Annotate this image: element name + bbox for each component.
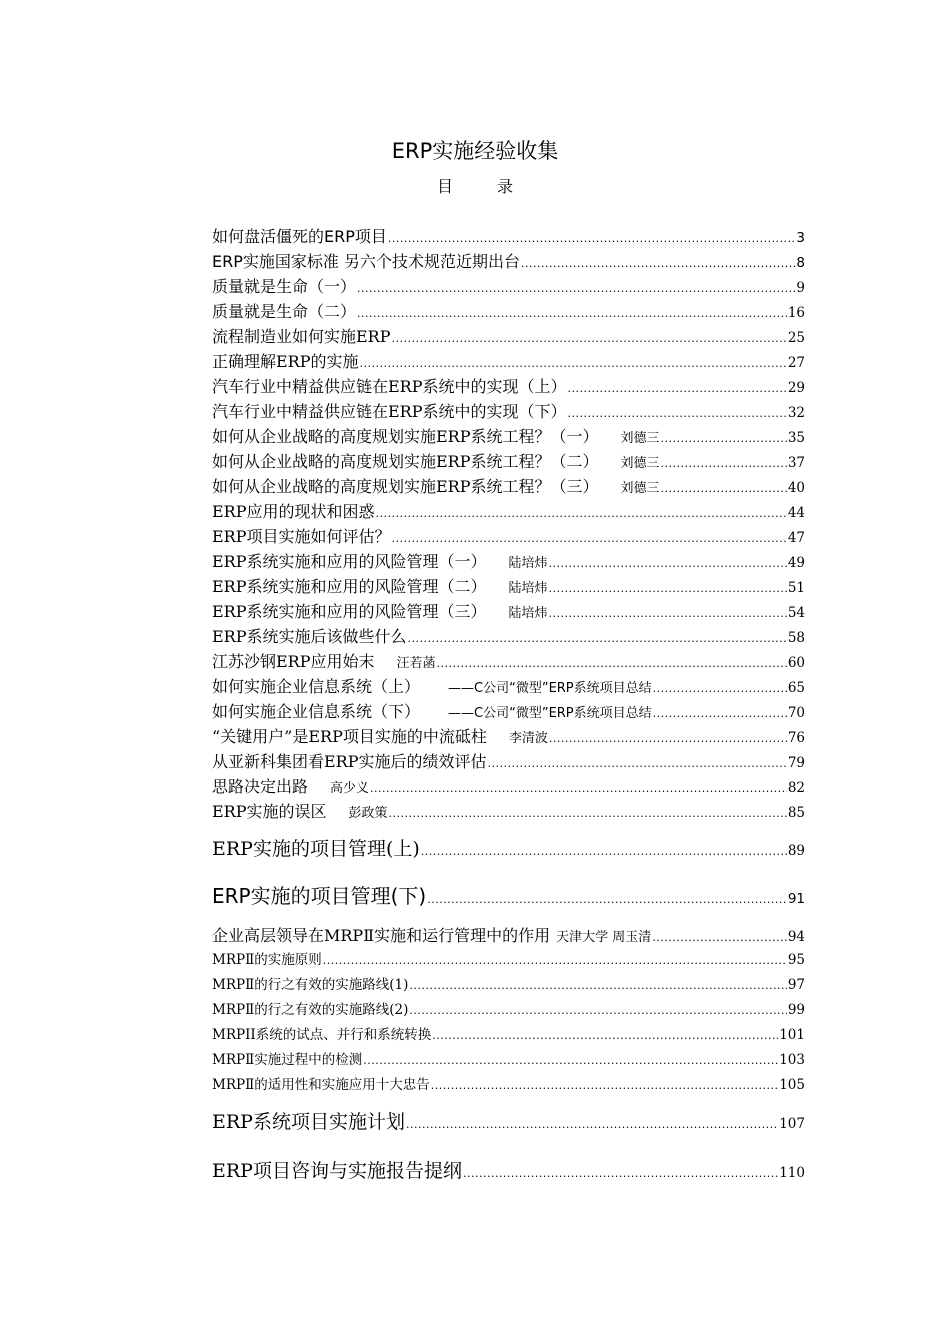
toc-entry[interactable] — [212, 526, 805, 550]
toc-entry-leader — [389, 803, 787, 825]
toc-entry-leader — [652, 927, 787, 949]
toc-entry[interactable] — [212, 426, 805, 450]
toc-entry-leader — [661, 453, 787, 475]
toc-entry-title: MRPⅡ的适用性和实施应用十大忠告 — [212, 1077, 430, 1093]
toc-entry-leader — [549, 578, 787, 600]
toc-entry-page: 9 — [796, 280, 805, 296]
toc-entry-leader — [370, 778, 787, 800]
toc-entry-title: 思路决定出路 — [212, 777, 309, 796]
toc-entry-author: 陆培炜 — [508, 581, 548, 596]
toc-entry[interactable] — [212, 401, 805, 425]
toc-entry-author: 陆培炜 — [508, 606, 548, 621]
toc-entry-author: 天津大学 周玉清 — [556, 930, 652, 945]
toc-entry-leader — [376, 503, 787, 525]
toc-entry-title: 如何从企业战略的高度规划实施ERP系统工程？（一） — [212, 427, 599, 446]
toc-entry-title: ERP实施的误区 — [212, 802, 327, 821]
toc-entry-leader — [323, 951, 787, 971]
toc-entry-author: 彭政策 — [348, 806, 388, 821]
toc-entry-leader — [653, 703, 787, 725]
toc-entry-page: 3 — [796, 230, 805, 246]
toc-entry-author: 李清波 — [508, 731, 548, 746]
toc-entry-title: ERP项目咨询与实施报告提纲 — [212, 1160, 462, 1182]
toc-entry[interactable] — [212, 626, 805, 650]
toc-entry[interactable] — [212, 1000, 805, 1021]
toc-entry-leader — [360, 353, 787, 375]
toc-entry[interactable] — [212, 801, 805, 825]
toc-entry-page: 95 — [787, 952, 805, 968]
toc-entry-page: 44 — [787, 505, 805, 521]
toc-entry-title: 如何实施企业信息系统（下） — [212, 702, 421, 721]
toc-entry-leader — [661, 478, 787, 500]
toc-entry[interactable] — [212, 925, 805, 949]
toc-entry-page: 47 — [787, 530, 805, 546]
toc-entry-title: 汽车行业中精益供应链在ERP系统中的实现（下） — [212, 402, 567, 421]
toc-entry-leader — [463, 1161, 778, 1187]
toc-entry-author: 刘德三 — [620, 431, 660, 446]
toc-entry-author: ——C公司“微型”ERP系统项目总结 — [448, 706, 652, 721]
toc-entry[interactable] — [212, 776, 805, 800]
toc-entry-title: 如何从企业战略的高度规划实施ERP系统工程？（二） — [212, 452, 599, 471]
toc-entry-author: 汪若菡 — [396, 656, 436, 671]
toc-entry[interactable] — [212, 326, 805, 350]
toc-entry-title: MRPII系统的试点、并行和系统转换 — [212, 1027, 432, 1043]
toc-entry[interactable] — [212, 351, 805, 375]
toc-entry-author: 高少义 — [330, 781, 370, 796]
toc-entry-title: ERP实施的项目管理(上) — [212, 838, 420, 860]
toc-entry-title: ERP项目实施如何评估？ — [212, 527, 391, 546]
toc-entry-page: 49 — [787, 555, 805, 571]
toc-entry-page: 8 — [796, 255, 805, 271]
toc-entry-page: 79 — [787, 755, 805, 771]
toc-entry[interactable] — [212, 1050, 805, 1071]
toc-entry-title: 企业高层领导在MRPⅡ实施和运行管理中的作用 — [212, 926, 551, 945]
toc-entry-leader — [406, 1112, 778, 1138]
toc-entry-leader — [432, 1026, 778, 1046]
toc-entry[interactable] — [212, 276, 805, 300]
toc-entry-title: MRPⅡ实施过程中的检测 — [212, 1052, 363, 1068]
toc-entry-title: 流程制造业如何实施ERP — [212, 327, 391, 346]
toc-entry[interactable] — [212, 451, 805, 475]
toc-entry-title: 从亚新科集团看ERP实施后的绩效评估 — [212, 752, 487, 771]
toc-entry[interactable] — [212, 476, 805, 500]
toc-entry-leader — [409, 976, 786, 996]
toc-entry-title: ERP系统项目实施计划 — [212, 1111, 405, 1133]
toc-entry[interactable] — [212, 1158, 805, 1187]
toc-entry[interactable] — [212, 251, 805, 275]
toc-entry-author: 陆培炜 — [508, 556, 548, 571]
toc-entry-page: 35 — [787, 430, 805, 446]
toc-entry-page: 37 — [787, 455, 805, 471]
toc-entry-title: ERP实施国家标准 另六个技术规范近期出台 — [212, 252, 520, 271]
toc-entry-leader — [568, 378, 787, 400]
toc-entry-title: 江苏沙钢ERP应用始末 — [212, 652, 375, 671]
toc-entry[interactable] — [212, 301, 805, 325]
toc-entry-title: 如何盘活僵死的ERP项目 — [212, 227, 387, 246]
toc-entry[interactable] — [212, 975, 805, 996]
toc-entry-title: ERP系统实施和应用的风险管理（一） — [212, 552, 487, 571]
toc-entry-leader — [431, 1076, 778, 1096]
toc-entry-leader — [421, 839, 787, 865]
toc-entry[interactable] — [212, 1075, 805, 1096]
toc-entry-page: 60 — [787, 655, 805, 671]
toc-entry-title: “关键用户”是ERP项目实施的中流砥柱 — [212, 727, 487, 746]
toc-entry-author: ——C公司“微型”ERP系统项目总结 — [448, 681, 652, 696]
toc-entry[interactable] — [212, 1025, 805, 1046]
toc-entry-leader — [357, 303, 787, 325]
toc-entry[interactable] — [212, 701, 805, 725]
toc-entry-page: 101 — [779, 1027, 805, 1043]
toc-entry[interactable] — [212, 376, 805, 400]
toc-entry-title: MRPⅡ的行之有效的实施路线(2) — [212, 1002, 409, 1018]
toc-entry-page: 65 — [787, 680, 805, 696]
toc-entry-page: 40 — [787, 480, 805, 496]
toc-entry-leader — [521, 253, 795, 275]
toc-entry-leader — [549, 728, 787, 750]
toc-entry-title: ERP系统实施和应用的风险管理（三） — [212, 602, 487, 621]
toc-entry-title: ERP系统实施后该做些什么 — [212, 627, 407, 646]
toc-entry-page: 58 — [787, 630, 805, 646]
toc-heading: 目录 — [436, 177, 557, 196]
toc-entry-title: MRPⅡ的行之有效的实施路线(1) — [212, 977, 409, 993]
toc-entry[interactable] — [212, 950, 805, 971]
toc-entry-page: 103 — [779, 1052, 805, 1068]
toc-entry-page: 16 — [787, 305, 805, 321]
toc-entry-title: 质量就是生命（二） — [212, 302, 357, 321]
toc-entry-leader — [392, 328, 787, 350]
toc-entry-page: 27 — [787, 355, 805, 371]
toc-entry[interactable] — [212, 601, 805, 625]
toc-entry[interactable] — [212, 836, 805, 865]
toc-entry[interactable] — [212, 226, 805, 250]
toc-entry-title: 如何实施企业信息系统（上） — [212, 677, 421, 696]
toc-entry-title: ERP系统实施和应用的风险管理（二） — [212, 577, 487, 596]
toc-entry-page: 70 — [787, 705, 805, 721]
toc-entry-page: 51 — [787, 580, 805, 596]
toc-entry-page: 32 — [787, 405, 805, 421]
toc-entry[interactable] — [212, 882, 805, 914]
toc-entry-leader — [427, 886, 787, 914]
toc-entry-author: 刘德三 — [620, 456, 660, 471]
toc-entry-leader — [488, 753, 787, 775]
toc-entry-page: 25 — [787, 330, 805, 346]
toc-entry-title: 质量就是生命（一） — [212, 277, 357, 296]
toc-entry-title: 汽车行业中精益供应链在ERP系统中的实现（上） — [212, 377, 567, 396]
toc-entry[interactable] — [212, 751, 805, 775]
toc-entry-leader — [392, 528, 787, 550]
toc-entry[interactable] — [212, 676, 805, 700]
toc-entry-page: 107 — [779, 1116, 805, 1132]
toc-entry-leader — [549, 553, 787, 575]
toc-entry-leader — [549, 603, 787, 625]
toc-entry-title: 正确理解ERP的实施 — [212, 352, 359, 371]
toc-entry-leader — [568, 403, 787, 425]
toc-entry-title: ERP应用的现状和困惑 — [212, 502, 375, 521]
toc-entry[interactable] — [212, 726, 805, 750]
toc-entry-page: 29 — [787, 380, 805, 396]
toc-entry-title: MRPⅡ的实施原则 — [212, 952, 322, 968]
toc-entry-leader — [357, 278, 795, 300]
toc-entry[interactable] — [212, 501, 805, 525]
toc-entry-page: 99 — [787, 1002, 805, 1018]
document-title: ERP实施经验收集 — [391, 139, 559, 163]
toc-entry-page: 54 — [787, 605, 805, 621]
toc-entry-leader — [409, 1001, 786, 1021]
toc-entry-leader — [363, 1051, 778, 1071]
toc-entry-leader — [408, 628, 787, 650]
toc-entry-page: 97 — [787, 977, 805, 993]
toc-entry[interactable] — [212, 1109, 805, 1138]
toc-entry-title: ERP实施的项目管理(下) — [212, 884, 427, 908]
toc-entry-author: 刘德三 — [620, 481, 660, 496]
toc-entry-title: 如何从企业战略的高度规划实施ERP系统工程？（三） — [212, 477, 599, 496]
toc-entry-page: 94 — [787, 929, 805, 945]
toc-entry-page: 91 — [787, 891, 805, 907]
toc-entry-page: 76 — [787, 730, 805, 746]
toc-entry[interactable] — [212, 651, 805, 675]
toc-entry-leader — [661, 428, 787, 450]
toc-entry-leader — [437, 653, 787, 675]
toc-entry-page: 89 — [787, 843, 805, 859]
toc-entry[interactable] — [212, 576, 805, 600]
toc-entry-page: 82 — [787, 780, 805, 796]
toc-entry-page: 110 — [779, 1165, 805, 1181]
toc-entry[interactable] — [212, 551, 805, 575]
toc-entry-page: 85 — [787, 805, 805, 821]
toc-entry-leader — [653, 678, 787, 700]
toc-entry-leader — [388, 228, 796, 250]
toc-entry-page: 105 — [779, 1077, 805, 1093]
